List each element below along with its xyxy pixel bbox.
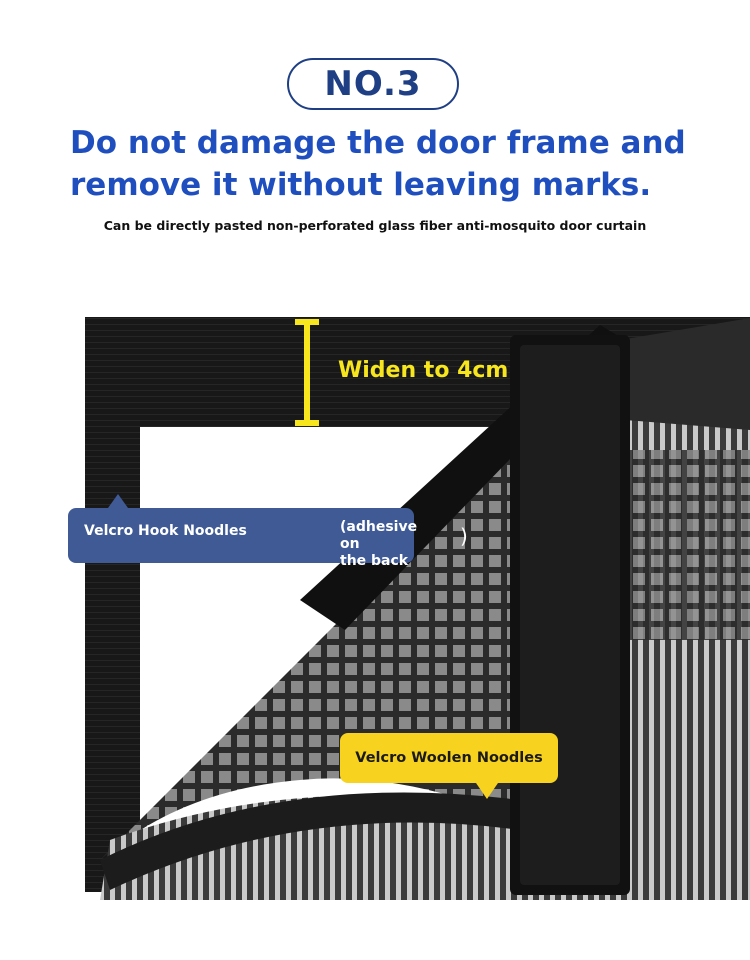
hook-callout-note (340, 519, 417, 570)
wool-callout: Velcro Woolen Noodles (340, 733, 558, 783)
product-photo (0, 300, 750, 900)
hook-callout-note-line-1: (adhesive on (340, 519, 418, 552)
subtitle: Can be directly pasted non-perforated glass fiber anti-mosquito door curtain (103, 218, 647, 233)
hook-callout-close-paren: ) (460, 524, 468, 548)
step-badge: NO.3 (287, 58, 459, 110)
headline (70, 122, 710, 206)
widen-label: Widen to 4cm (338, 358, 509, 383)
hook-callout-note-line-2: the back (340, 553, 409, 569)
vertical-velcro-inner (520, 345, 620, 885)
headline-line-1: Do not damage the door frame and (70, 125, 686, 161)
hook-callout-title: Velcro Hook Noodles (84, 523, 247, 539)
hook-callout (68, 508, 468, 569)
headline-line-2: remove it without leaving marks. (70, 167, 652, 203)
door-curtain-illustration (0, 300, 750, 900)
